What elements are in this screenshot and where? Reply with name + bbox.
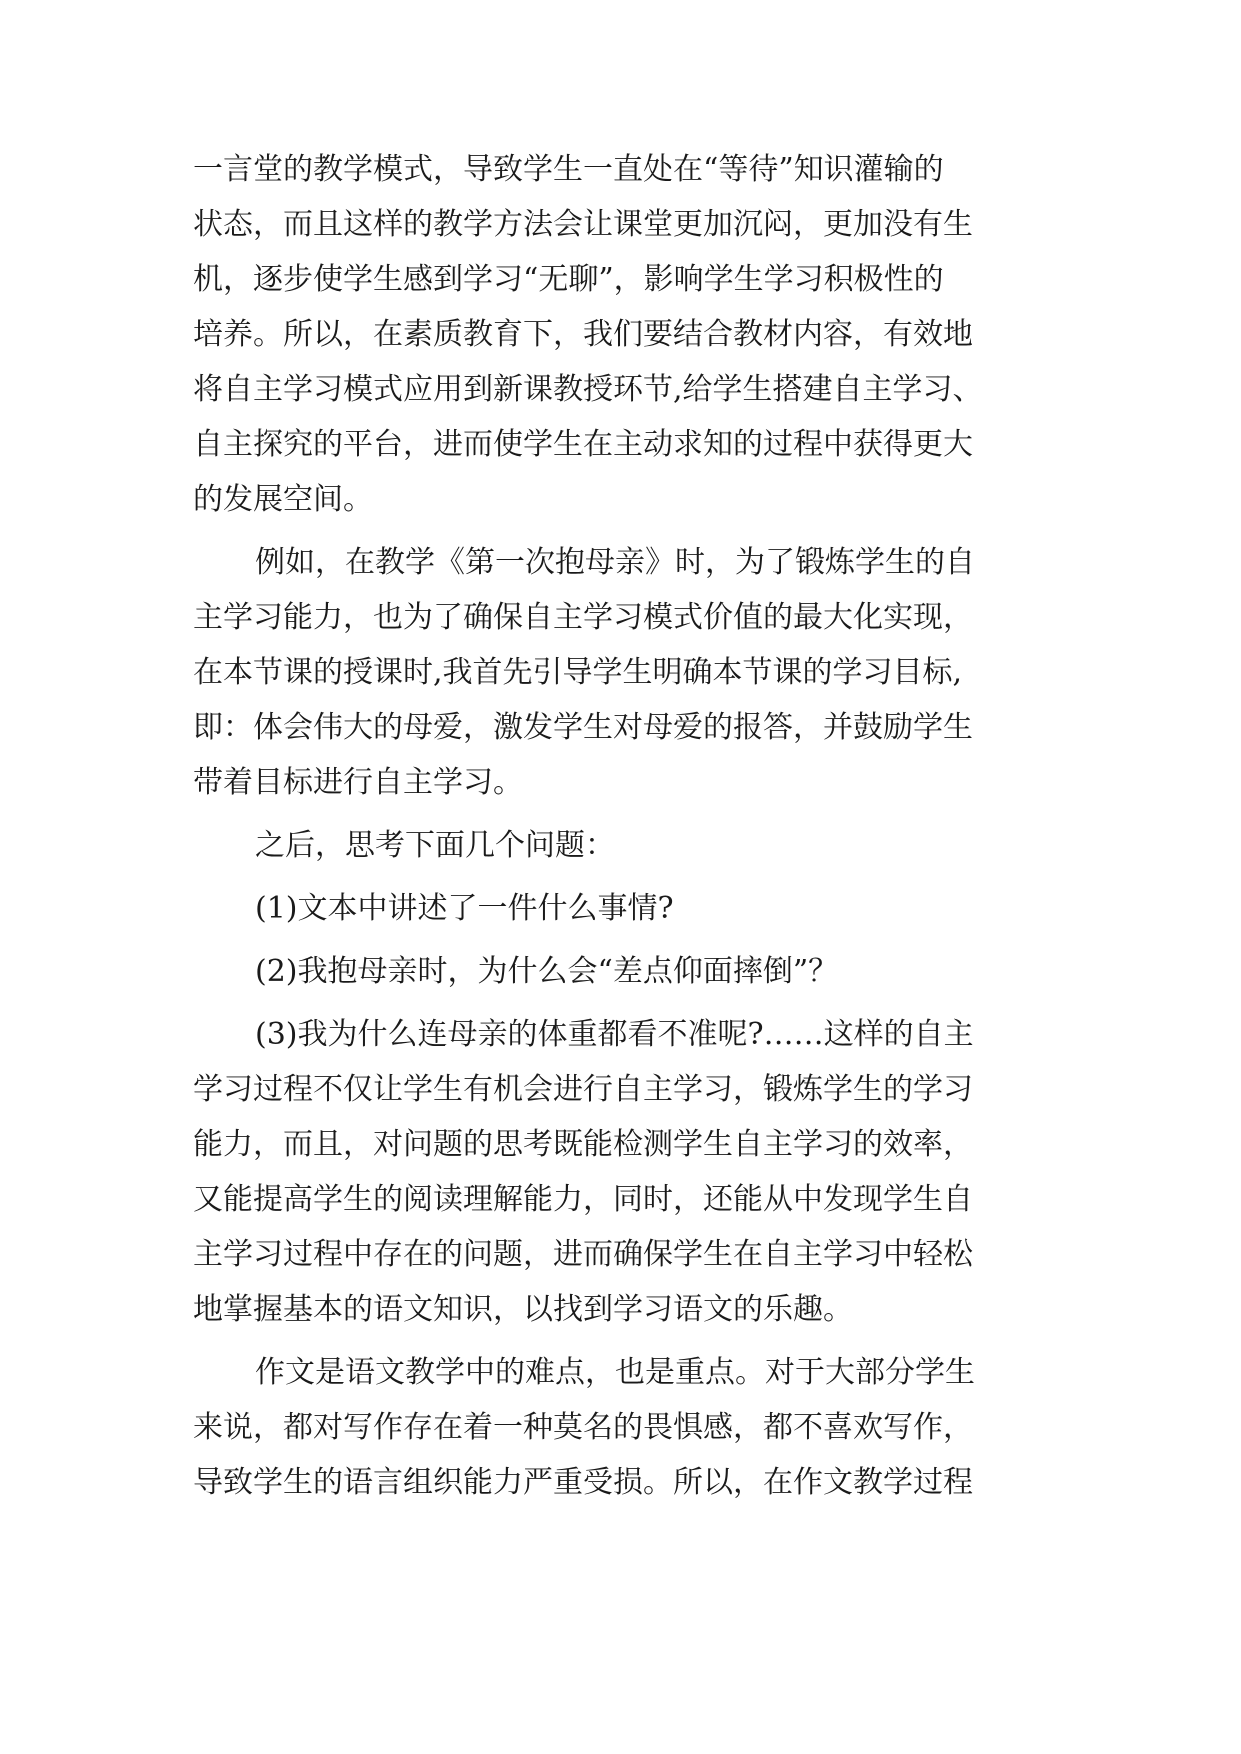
text-line: 学习过程不仅让学生有机会进行自主学习，锻炼学生的学习 xyxy=(193,1072,973,1107)
question-item: (3)我为什么连母亲的体重都看不准呢?……这样的自主 xyxy=(255,1017,974,1052)
paragraph-first-line: 之后，思考下面几个问题： xyxy=(255,828,615,863)
text-line: 来说，都对写作存在着一种莫名的畏惧感，都不喜欢写作， xyxy=(193,1410,973,1445)
text-line: 导致学生的语言组织能力严重受损。所以，在作文教学过程 xyxy=(193,1465,973,1500)
text-line: 又能提高学生的阅读理解能力，同时，还能从中发现学生自 xyxy=(193,1182,973,1217)
paragraph-first-line: 例如，在教学《第一次抱母亲》时，为了锻炼学生的自 xyxy=(255,545,975,580)
text-line: 将自主学习模式应用到新课教授环节,给学生搭建自主学习、 xyxy=(193,372,983,407)
text-line: 培养。所以，在素质教育下，我们要结合教材内容，有效地 xyxy=(193,317,973,352)
text-line: 即：体会伟大的母爱，激发学生对母爱的报答，并鼓励学生 xyxy=(193,710,973,745)
text-line: 在本节课的授课时,我首先引导学生明确本节课的学习目标, xyxy=(193,655,963,690)
text-line: 能力，而且，对问题的思考既能检测学生自主学习的效率， xyxy=(193,1127,973,1162)
text-line: 一言堂的教学模式，导致学生一直处在“等待”知识灌输的 xyxy=(193,152,944,187)
text-line: 自主探究的平台，进而使学生在主动求知的过程中获得更大 xyxy=(193,427,973,462)
question-item: (1)文本中讲述了一件什么事情? xyxy=(255,891,674,926)
question-item: (2)我抱母亲时，为什么会“差点仰面摔倒”？ xyxy=(255,954,839,989)
text-line: 的发展空间。 xyxy=(193,482,373,517)
text-line: 主学习能力，也为了确保自主学习模式价值的最大化实现， xyxy=(193,600,973,635)
text-line: 地掌握基本的语文知识，以找到学习语文的乐趣。 xyxy=(193,1292,853,1327)
text-line: 状态，而且这样的教学方法会让课堂更加沉闷，更加没有生 xyxy=(193,207,973,242)
text-line: 机，逐步使学生感到学习“无聊”，影响学生学习积极性的 xyxy=(193,262,944,297)
text-line: 带着目标进行自主学习。 xyxy=(193,765,523,800)
paragraph-first-line: 作文是语文教学中的难点，也是重点。对于大部分学生 xyxy=(255,1355,975,1390)
text-line: 主学习过程中存在的问题，进而确保学生在自主学习中轻松 xyxy=(193,1237,973,1272)
